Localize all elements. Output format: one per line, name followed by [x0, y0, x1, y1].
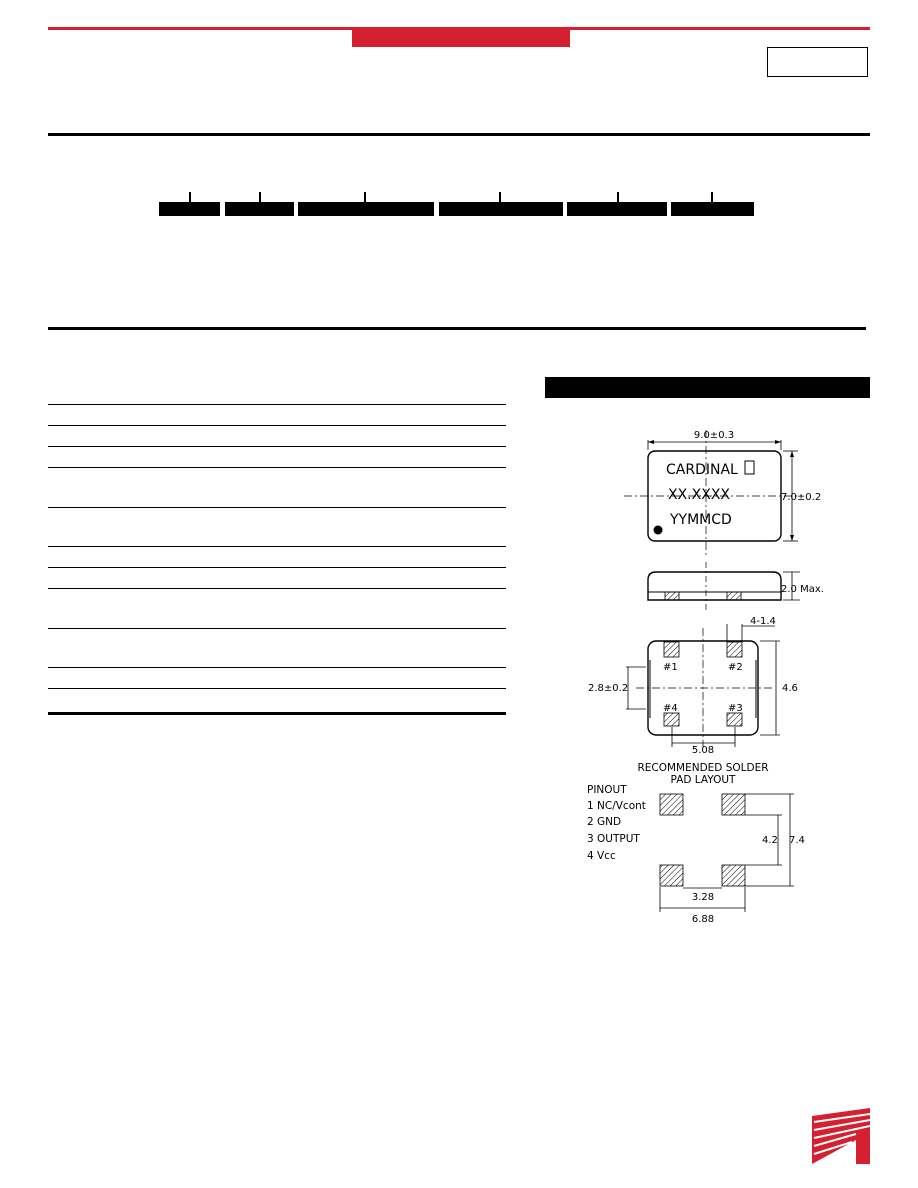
code-segment	[225, 202, 294, 216]
pinout-item: 3 OUTPUT	[587, 833, 640, 845]
part-number-box	[767, 47, 868, 77]
pinout-item: 4 Vcc	[587, 850, 616, 862]
package-drawing	[540, 420, 870, 930]
top-view	[624, 430, 821, 556]
code-segment	[159, 202, 220, 216]
solder-title-line-1: RECOMMENDED SOLDER	[637, 762, 769, 774]
code-tick	[711, 192, 713, 202]
header-title-tab	[352, 27, 570, 47]
pin-label-1: #1	[663, 662, 678, 673]
solder-title-line-2: PAD LAYOUT	[670, 774, 736, 786]
bottom-pad-dim: 4-1.4	[750, 616, 776, 627]
spec-table-bottom-rule	[48, 712, 506, 715]
spec-table-row-divider	[48, 507, 506, 508]
code-tick	[499, 192, 501, 202]
side-view	[648, 562, 824, 612]
marking-line-1: CARDINAL	[666, 462, 738, 478]
solder-inner-horiz-dim: 3.28	[691, 892, 715, 903]
code-tick	[364, 192, 366, 202]
solder-pad-layout	[637, 762, 804, 925]
top-height-dim: 7.0±0.2	[781, 492, 822, 503]
cardinal-logo-icon	[812, 1108, 870, 1164]
code-tick	[259, 192, 261, 202]
side-height-dim: 2.0 Max.	[781, 584, 824, 595]
spec-table-row-divider	[48, 688, 506, 689]
code-segment	[567, 202, 667, 216]
spec-table-row-divider	[48, 546, 506, 547]
spec-table-row-divider	[48, 588, 506, 589]
bottom-view	[588, 616, 798, 756]
code-segment	[298, 202, 434, 216]
bottom-dim: 5.08	[691, 745, 715, 756]
spec-table-row-divider	[48, 467, 506, 468]
spec-table-row-divider	[48, 567, 506, 568]
pinout-item: 1 NC/Vcont	[587, 800, 646, 812]
solder-outer-horiz-dim: 6.88	[691, 914, 715, 925]
solder-inner-vert-dim: 4.2	[762, 835, 778, 846]
pin-label-2: #2	[728, 662, 743, 673]
marking-line-3: YYMMCD	[670, 512, 732, 528]
code-tick	[617, 192, 619, 202]
spec-table-row-divider	[48, 446, 506, 447]
section-divider-top	[48, 133, 870, 136]
solder-outer-vert-dim: 7.4	[789, 835, 805, 846]
pinout-legend	[587, 784, 646, 862]
pinout-item: 2 GND	[587, 816, 622, 828]
code-tick	[189, 192, 191, 202]
code-segment	[671, 202, 754, 216]
spec-table-row-divider	[48, 667, 506, 668]
bottom-left-dim: 2.8±0.2	[588, 683, 629, 694]
marking-line-2: XX.XXXX	[668, 487, 730, 503]
pin-label-3: #3	[728, 703, 743, 714]
spec-table-row-divider	[48, 404, 506, 405]
spec-table-row-divider	[48, 628, 506, 629]
spec-table-row-divider	[48, 425, 506, 426]
pin-label-4: #4	[663, 703, 678, 714]
top-width-dim: 9.0±0.3	[693, 430, 735, 441]
bottom-right-dim: 4.6	[782, 683, 798, 694]
dimensions-header-bar	[545, 377, 870, 398]
pinout-title: PINOUT	[587, 784, 627, 796]
pin1-dot-icon	[654, 526, 663, 535]
code-segment	[439, 202, 563, 216]
section-divider-middle	[48, 327, 866, 330]
